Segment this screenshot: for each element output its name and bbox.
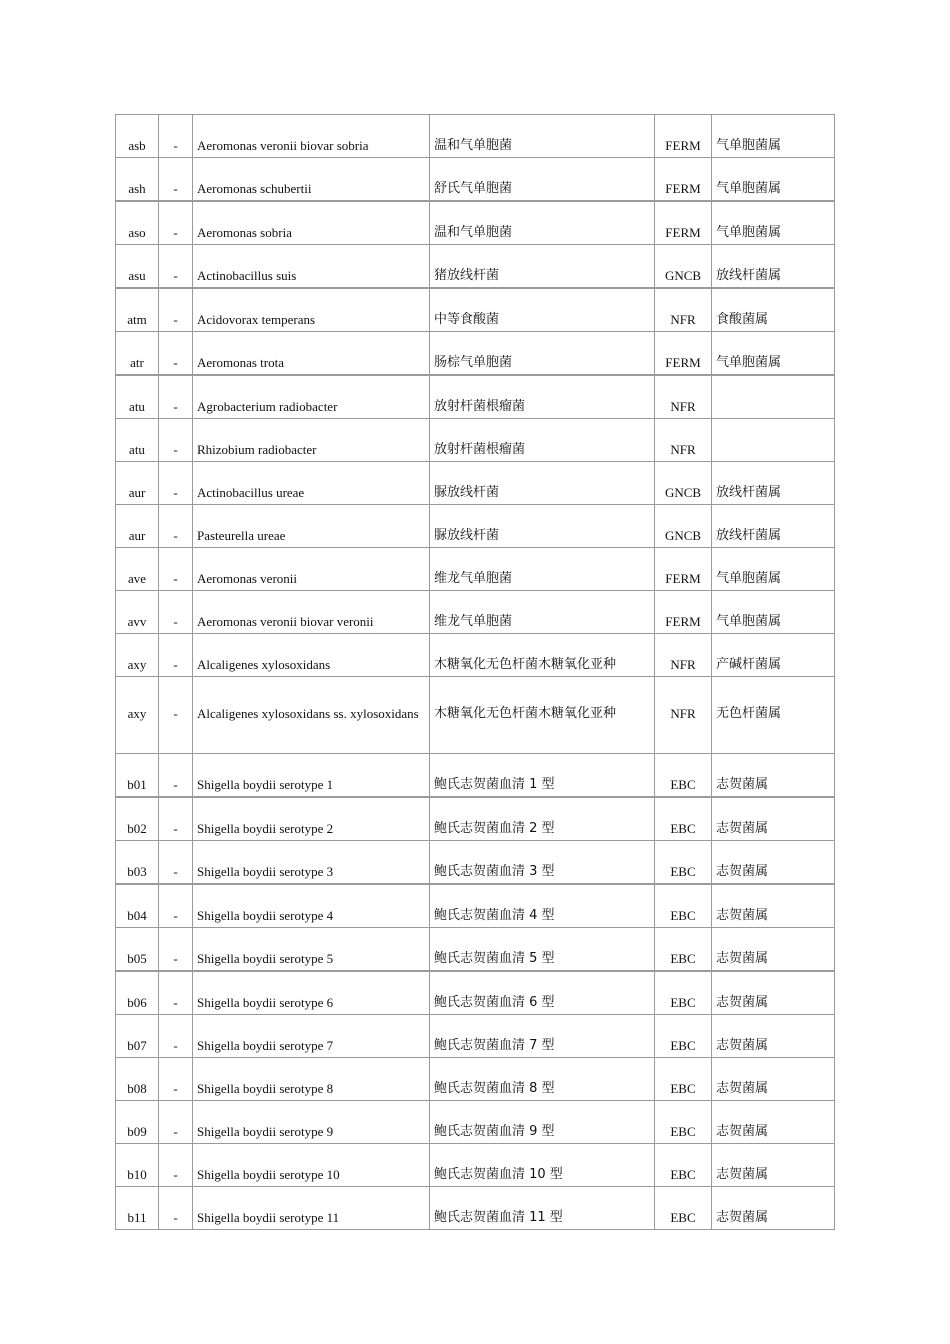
genus-name: 志贺菌属 bbox=[712, 841, 835, 885]
dash-cell: - bbox=[159, 591, 193, 634]
organism-group: GNCB bbox=[655, 462, 712, 505]
organism-code: axy bbox=[116, 677, 159, 754]
dash-cell: - bbox=[159, 1058, 193, 1101]
organism-name: Aeromonas veronii biovar veronii bbox=[193, 591, 430, 634]
organism-group: NFR bbox=[655, 375, 712, 419]
chinese-name: 鲍氏志贺菌血清 7 型 bbox=[430, 1015, 655, 1058]
table-row bbox=[116, 375, 835, 419]
genus-name: 气单胞菌属 bbox=[712, 115, 835, 158]
genus-name: 产碱杆菌属 bbox=[712, 634, 835, 677]
organism-name: Acidovorax temperans bbox=[193, 288, 430, 332]
genus-name bbox=[712, 375, 835, 419]
organism-name: Shigella boydii serotype 11 bbox=[193, 1187, 430, 1230]
dash-cell: - bbox=[159, 462, 193, 505]
chinese-name: 鲍氏志贺菌血清 11 型 bbox=[430, 1187, 655, 1230]
chinese-name: 维龙气单胞菌 bbox=[430, 548, 655, 591]
organism-name: Shigella boydii serotype 2 bbox=[193, 797, 430, 841]
organism-name: Rhizobium radiobacter bbox=[193, 419, 430, 462]
dash-cell: - bbox=[159, 332, 193, 376]
dash-cell: - bbox=[159, 288, 193, 332]
organism-name: Aeromonas veronii biovar sobria bbox=[193, 115, 430, 158]
organism-name: Aeromonas sobria bbox=[193, 201, 430, 245]
organism-group: EBC bbox=[655, 1058, 712, 1101]
organism-code: b07 bbox=[116, 1015, 159, 1058]
table-row bbox=[116, 754, 835, 798]
dash-cell: - bbox=[159, 754, 193, 798]
table-row bbox=[116, 1101, 835, 1144]
table-row bbox=[116, 201, 835, 245]
organism-name: Shigella boydii serotype 9 bbox=[193, 1101, 430, 1144]
chinese-name: 鲍氏志贺菌血清 6 型 bbox=[430, 971, 655, 1015]
organism-code: b05 bbox=[116, 928, 159, 972]
organism-name: Shigella boydii serotype 6 bbox=[193, 971, 430, 1015]
organism-code: b04 bbox=[116, 884, 159, 928]
chinese-name: 鲍氏志贺菌血清 8 型 bbox=[430, 1058, 655, 1101]
chinese-name: 温和气单胞菌 bbox=[430, 201, 655, 245]
genus-name: 志贺菌属 bbox=[712, 928, 835, 972]
table-row bbox=[116, 797, 835, 841]
organism-group: EBC bbox=[655, 797, 712, 841]
organism-code: atr bbox=[116, 332, 159, 376]
table-row bbox=[116, 115, 835, 158]
organism-code: b10 bbox=[116, 1144, 159, 1187]
dash-cell: - bbox=[159, 505, 193, 548]
genus-name: 气单胞菌属 bbox=[712, 332, 835, 376]
chinese-name: 猪放线杆菌 bbox=[430, 245, 655, 289]
dash-cell: - bbox=[159, 375, 193, 419]
chinese-name: 放射杆菌根瘤菌 bbox=[430, 419, 655, 462]
table-row bbox=[116, 928, 835, 972]
organism-name: Shigella boydii serotype 1 bbox=[193, 754, 430, 798]
chinese-name: 脲放线杆菌 bbox=[430, 462, 655, 505]
organism-group: GNCB bbox=[655, 505, 712, 548]
genus-name: 志贺菌属 bbox=[712, 1015, 835, 1058]
dash-cell: - bbox=[159, 841, 193, 885]
organism-code: asu bbox=[116, 245, 159, 289]
table-row bbox=[116, 245, 835, 289]
genus-name: 无色杆菌属 bbox=[712, 677, 835, 754]
organism-code: aur bbox=[116, 505, 159, 548]
genus-name: 志贺菌属 bbox=[712, 1144, 835, 1187]
organism-code: aso bbox=[116, 201, 159, 245]
organism-name: Shigella boydii serotype 4 bbox=[193, 884, 430, 928]
genus-name: 志贺菌属 bbox=[712, 754, 835, 798]
organism-group: EBC bbox=[655, 841, 712, 885]
chinese-name: 木糖氧化无色杆菌木糖氧化亚种 bbox=[430, 634, 655, 677]
dash-cell: - bbox=[159, 634, 193, 677]
organism-group: EBC bbox=[655, 928, 712, 972]
genus-name: 食酸菌属 bbox=[712, 288, 835, 332]
organism-group: FERM bbox=[655, 548, 712, 591]
organism-group: NFR bbox=[655, 677, 712, 754]
chinese-name: 温和气单胞菌 bbox=[430, 115, 655, 158]
organism-code: axy bbox=[116, 634, 159, 677]
organism-name: Pasteurella ureae bbox=[193, 505, 430, 548]
organism-code: b08 bbox=[116, 1058, 159, 1101]
table-row bbox=[116, 462, 835, 505]
genus-name: 气单胞菌属 bbox=[712, 158, 835, 202]
genus-name: 气单胞菌属 bbox=[712, 548, 835, 591]
organism-group: EBC bbox=[655, 1101, 712, 1144]
organism-name: Shigella boydii serotype 10 bbox=[193, 1144, 430, 1187]
organism-group: FERM bbox=[655, 591, 712, 634]
organism-group: EBC bbox=[655, 1187, 712, 1230]
dash-cell: - bbox=[159, 158, 193, 202]
organism-group: GNCB bbox=[655, 245, 712, 289]
organism-code: b01 bbox=[116, 754, 159, 798]
dash-cell: - bbox=[159, 419, 193, 462]
organism-group: EBC bbox=[655, 884, 712, 928]
dash-cell: - bbox=[159, 115, 193, 158]
table-row bbox=[116, 548, 835, 591]
organism-code: b09 bbox=[116, 1101, 159, 1144]
chinese-name: 脲放线杆菌 bbox=[430, 505, 655, 548]
table-row bbox=[116, 591, 835, 634]
table-row bbox=[116, 841, 835, 885]
table-row bbox=[116, 971, 835, 1015]
table-row bbox=[116, 1187, 835, 1230]
organism-code: asb bbox=[116, 115, 159, 158]
dash-cell: - bbox=[159, 245, 193, 289]
organism-group: FERM bbox=[655, 332, 712, 376]
table-row bbox=[116, 288, 835, 332]
genus-name: 放线杆菌属 bbox=[712, 245, 835, 289]
organism-code: atu bbox=[116, 419, 159, 462]
chinese-name: 鲍氏志贺菌血清 2 型 bbox=[430, 797, 655, 841]
genus-name: 气单胞菌属 bbox=[712, 591, 835, 634]
dash-cell: - bbox=[159, 201, 193, 245]
organism-group: FERM bbox=[655, 158, 712, 202]
genus-name: 放线杆菌属 bbox=[712, 462, 835, 505]
dash-cell: - bbox=[159, 928, 193, 972]
organism-code: b06 bbox=[116, 971, 159, 1015]
organism-code: atu bbox=[116, 375, 159, 419]
organism-name: Actinobacillus suis bbox=[193, 245, 430, 289]
genus-name: 志贺菌属 bbox=[712, 797, 835, 841]
chinese-name: 肠棕气单胞菌 bbox=[430, 332, 655, 376]
genus-name: 放线杆菌属 bbox=[712, 505, 835, 548]
organism-name: Shigella boydii serotype 5 bbox=[193, 928, 430, 972]
table-row bbox=[116, 419, 835, 462]
organism-code: aur bbox=[116, 462, 159, 505]
dash-cell: - bbox=[159, 1015, 193, 1058]
organism-name: Agrobacterium radiobacter bbox=[193, 375, 430, 419]
organism-table bbox=[115, 114, 835, 1230]
organism-code: b11 bbox=[116, 1187, 159, 1230]
organism-group: EBC bbox=[655, 1015, 712, 1058]
chinese-name: 中等食酸菌 bbox=[430, 288, 655, 332]
dash-cell: - bbox=[159, 797, 193, 841]
chinese-name: 维龙气单胞菌 bbox=[430, 591, 655, 634]
genus-name: 志贺菌属 bbox=[712, 971, 835, 1015]
chinese-name: 鲍氏志贺菌血清 3 型 bbox=[430, 841, 655, 885]
table-row bbox=[116, 158, 835, 202]
organism-group: NFR bbox=[655, 634, 712, 677]
organism-code: b02 bbox=[116, 797, 159, 841]
organism-group: EBC bbox=[655, 1144, 712, 1187]
organism-group: NFR bbox=[655, 419, 712, 462]
organism-group: FERM bbox=[655, 201, 712, 245]
organism-name: Aeromonas trota bbox=[193, 332, 430, 376]
chinese-name: 鲍氏志贺菌血清 10 型 bbox=[430, 1144, 655, 1187]
genus-name: 志贺菌属 bbox=[712, 1058, 835, 1101]
chinese-name: 放射杆菌根瘤菌 bbox=[430, 375, 655, 419]
organism-name: Aeromonas schubertii bbox=[193, 158, 430, 202]
table-row bbox=[116, 332, 835, 376]
organism-name: Actinobacillus ureae bbox=[193, 462, 430, 505]
dash-cell: - bbox=[159, 1101, 193, 1144]
table-row bbox=[116, 505, 835, 548]
organism-name: Aeromonas veronii bbox=[193, 548, 430, 591]
dash-cell: - bbox=[159, 1187, 193, 1230]
dash-cell: - bbox=[159, 548, 193, 591]
dash-cell: - bbox=[159, 884, 193, 928]
organism-code: ash bbox=[116, 158, 159, 202]
chinese-name: 鲍氏志贺菌血清 5 型 bbox=[430, 928, 655, 972]
genus-name: 志贺菌属 bbox=[712, 1187, 835, 1230]
chinese-name: 鲍氏志贺菌血清 4 型 bbox=[430, 884, 655, 928]
organism-group: NFR bbox=[655, 288, 712, 332]
organism-code: atm bbox=[116, 288, 159, 332]
table-row bbox=[116, 1015, 835, 1058]
organism-group: EBC bbox=[655, 971, 712, 1015]
dash-cell: - bbox=[159, 971, 193, 1015]
organism-code: avv bbox=[116, 591, 159, 634]
table-row bbox=[116, 1058, 835, 1101]
dash-cell: - bbox=[159, 1144, 193, 1187]
genus-name bbox=[712, 419, 835, 462]
dash-cell: - bbox=[159, 677, 193, 754]
organism-name: Shigella boydii serotype 3 bbox=[193, 841, 430, 885]
organism-name: Alcaligenes xylosoxidans bbox=[193, 634, 430, 677]
genus-name: 志贺菌属 bbox=[712, 1101, 835, 1144]
table-row bbox=[116, 1144, 835, 1187]
chinese-name: 鲍氏志贺菌血清 9 型 bbox=[430, 1101, 655, 1144]
organism-group: FERM bbox=[655, 115, 712, 158]
organism-name: Shigella boydii serotype 8 bbox=[193, 1058, 430, 1101]
organism-name: Alcaligenes xylosoxidans ss. xylosoxidans bbox=[193, 677, 430, 754]
organism-name: Shigella boydii serotype 7 bbox=[193, 1015, 430, 1058]
table-row bbox=[116, 677, 835, 754]
chinese-name: 鲍氏志贺菌血清 1 型 bbox=[430, 754, 655, 798]
organism-group: EBC bbox=[655, 754, 712, 798]
chinese-name: 木糖氧化无色杆菌木糖氧化亚种 bbox=[430, 677, 655, 754]
genus-name: 气单胞菌属 bbox=[712, 201, 835, 245]
genus-name: 志贺菌属 bbox=[712, 884, 835, 928]
organism-table-body bbox=[116, 115, 835, 1230]
organism-code: b03 bbox=[116, 841, 159, 885]
table-row bbox=[116, 634, 835, 677]
chinese-name: 舒氏气单胞菌 bbox=[430, 158, 655, 202]
organism-code: ave bbox=[116, 548, 159, 591]
table-row bbox=[116, 884, 835, 928]
